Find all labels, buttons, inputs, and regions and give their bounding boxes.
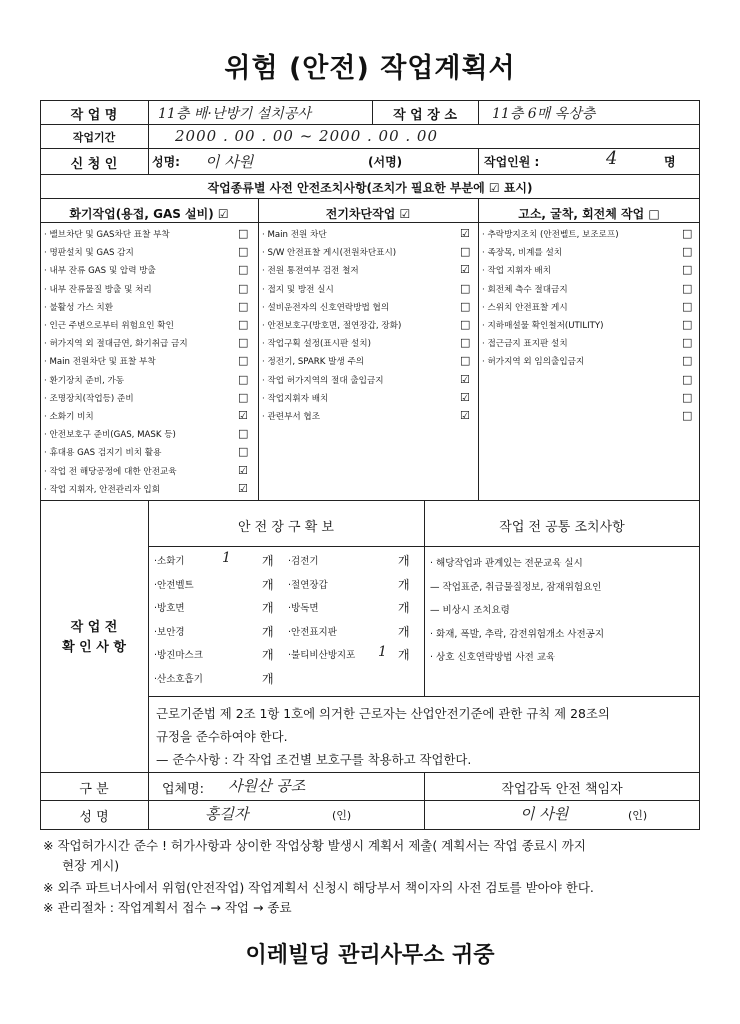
equipment-unit: 개 bbox=[398, 554, 410, 568]
precaution-item: · 작업 지휘자 배치 bbox=[482, 266, 552, 277]
precaution-checkbox[interactable]: □ bbox=[238, 263, 249, 277]
pre-check-label-1: 작 업 전 bbox=[70, 620, 118, 635]
column-heading-height: 고소, 굴착, 회전체 작업 □ bbox=[518, 207, 660, 221]
name-row-label: 성 명 bbox=[79, 810, 109, 825]
precaution-checkbox[interactable]: □ bbox=[682, 336, 693, 350]
equipment-qty: 1 bbox=[222, 550, 231, 566]
note-1: ※ 작업허가시간 준수 ! 허가사항과 상이한 작업상황 발생시 계획서 제출( 계획서는 작업 종료시 까지 bbox=[43, 838, 586, 853]
precaution-checkbox[interactable]: □ bbox=[238, 445, 249, 459]
precaution-item: · 작업 전 해당공정에 대한 안전교육 bbox=[44, 466, 177, 477]
precaution-item: · 추락방지조치 (안전벨트, 보조로프) bbox=[482, 230, 619, 240]
precaution-item: · 내부 잔류물질 방출 및 처리 bbox=[44, 284, 152, 295]
precaution-item: · 조명장치(작업등) 준비 bbox=[44, 393, 134, 404]
name-label: 성명: bbox=[152, 155, 180, 169]
precaution-item: · 작업지휘자 배치 bbox=[262, 393, 329, 404]
precaution-item: · 족장목, 비계를 설치 bbox=[482, 248, 563, 259]
document-title: 위험 (안전) 작업계획서 bbox=[224, 53, 516, 84]
precautions-title: 작업종류별 사전 안전조치사항(조치가 필요한 부분에 ☑ 표시) bbox=[207, 181, 533, 195]
precaution-checkbox[interactable]: □ bbox=[460, 318, 471, 331]
regulation-line-1: 근로기준법 제 2조 1항 1호에 의거한 근로자는 산업안전기준에 관한 규칙 제 28조의 bbox=[156, 706, 610, 721]
company-value: 사원산 공조 bbox=[228, 777, 306, 795]
work-name-value: 11층 배·난방기 설치공사 bbox=[158, 106, 311, 122]
equipment-label: ·안전벨트 bbox=[154, 579, 194, 591]
precaution-checkbox[interactable]: □ bbox=[238, 299, 249, 313]
precaution-item: · Main 전원차단 및 표찰 부착 bbox=[44, 357, 156, 368]
common-measures-heading: 작업 전 공통 조치사항 bbox=[499, 520, 625, 535]
precaution-checkbox[interactable]: □ bbox=[238, 318, 249, 331]
common-measure-item: · 상호 신호연락방법 사전 교육 bbox=[430, 652, 556, 663]
equipment-label: ·보안경 bbox=[154, 626, 185, 638]
precaution-checkbox[interactable]: ☑ bbox=[460, 263, 470, 277]
column-heading-fire: 화기작업(용접, GAS 설비) ☑ bbox=[69, 207, 229, 221]
precaution-item: · 밸브차단 및 GAS차단 표찰 부착 bbox=[44, 230, 170, 240]
applicant-name: 이 사원 bbox=[205, 153, 254, 171]
precaution-checkbox[interactable]: □ bbox=[238, 390, 249, 404]
equipment-unit: 개 bbox=[262, 577, 274, 592]
precaution-item: · 인근 주변으로부터 위험요인 확인 bbox=[44, 321, 174, 331]
equipment-unit: 개 bbox=[262, 671, 274, 686]
note-3: ※ 관리절차 : 작업계획서 접수 → 작업 → 종료 bbox=[43, 900, 292, 915]
precaution-checkbox[interactable]: □ bbox=[238, 427, 249, 441]
precaution-item: · 내부 잔류 GAS 및 압력 방출 bbox=[44, 266, 156, 277]
precaution-item: · 명판설치 및 GAS 감지 bbox=[44, 248, 134, 259]
work-place-label: 작 업 장 소 bbox=[393, 108, 457, 123]
equipment-unit: 개 bbox=[262, 601, 274, 615]
regulation-line-3: — 준수사항 : 각 작업 조건별 보호구를 착용하고 작업한다. bbox=[156, 752, 472, 767]
common-measure-item: — 비상시 조치요령 bbox=[430, 605, 510, 616]
precaution-checkbox[interactable]: □ bbox=[682, 409, 693, 422]
equipment-unit: 개 bbox=[398, 577, 410, 592]
precaution-checkbox[interactable]: □ bbox=[682, 299, 693, 313]
precaution-checkbox[interactable]: □ bbox=[682, 227, 693, 240]
equipment-unit: 개 bbox=[262, 624, 274, 639]
precaution-checkbox[interactable]: □ bbox=[460, 281, 471, 295]
equipment-heading: 안 전 장 구 확 보 bbox=[237, 520, 334, 535]
precaution-item: · 작업 지휘자, 안전관리자 입회 bbox=[44, 484, 161, 495]
seal-mark-2: (인) bbox=[628, 809, 648, 822]
precaution-item: · 접지 및 방전 실시 bbox=[262, 284, 334, 295]
workers-label: 작업인원 : bbox=[484, 155, 540, 169]
precaution-checkbox[interactable]: ☑ bbox=[460, 227, 470, 240]
precaution-checkbox[interactable]: □ bbox=[460, 336, 471, 350]
division-label: 구 분 bbox=[79, 782, 109, 797]
period-label: 작업기간 bbox=[72, 131, 116, 144]
common-measure-item: · 화재, 폭발, 추락, 감전위험개소 사전공지 bbox=[430, 628, 605, 640]
precaution-item: · 환기장치 준비, 가동 bbox=[44, 375, 125, 386]
column-heading-electric: 전기차단작업 ☑ bbox=[325, 207, 411, 221]
precaution-item: · 작업구획 설정(표시판 설치) bbox=[262, 339, 371, 350]
equipment-label: ·안전표지판 bbox=[288, 626, 337, 638]
precaution-item: · 허가지역 외 임의출입금지 bbox=[482, 357, 585, 368]
precaution-checkbox[interactable]: □ bbox=[238, 281, 249, 295]
equipment-label: ·절연장갑 bbox=[288, 579, 328, 591]
precaution-item: · 휴대용 GAS 검지기 비치 활용 bbox=[44, 448, 162, 459]
workers-unit: 명 bbox=[664, 155, 676, 169]
precaution-checkbox[interactable]: □ bbox=[682, 281, 693, 295]
precaution-item: · 허가지역 외 절대금연, 화기취급 금지 bbox=[44, 339, 188, 350]
precaution-item: · 설비운전자의 신호연락방법 협의 bbox=[262, 302, 390, 313]
precaution-checkbox[interactable]: ☑ bbox=[460, 390, 470, 404]
equipment-unit: 개 bbox=[262, 554, 274, 568]
equipment-unit: 개 bbox=[398, 601, 410, 615]
precaution-item: · 불활성 가스 치환 bbox=[44, 302, 114, 313]
precaution-checkbox[interactable]: □ bbox=[460, 245, 471, 259]
period-value: 2000 . 00 . 00 ~ 2000 . 00 . 00 bbox=[175, 127, 439, 145]
precaution-item: · 안전보호구 준비(GAS, MASK 등) bbox=[44, 430, 176, 441]
equipment-label: ·방호면 bbox=[154, 603, 185, 614]
precaution-item: · 접근금지 표지판 설치 bbox=[482, 339, 568, 350]
supervisor-label: 작업감독 안전 책임자 bbox=[501, 782, 623, 797]
work-place-value: 11층 6매 옥상층 bbox=[492, 106, 596, 122]
precaution-item: · 전원 통전여부 검전 철저 bbox=[262, 266, 359, 277]
precaution-checkbox[interactable]: ☑ bbox=[238, 463, 248, 477]
equipment-label: ·검전기 bbox=[288, 556, 319, 567]
equipment-unit: 개 bbox=[398, 648, 410, 662]
pre-check-label-2: 확 인 사 항 bbox=[62, 640, 126, 655]
applicant-label: 신 청 인 bbox=[70, 157, 118, 172]
equipment-unit: 개 bbox=[262, 648, 274, 662]
precaution-item: · S/W 안전표찰 게시(전원차단표시) bbox=[262, 248, 397, 259]
regulation-line-2: 규정을 준수하여야 한다. bbox=[156, 729, 288, 744]
precaution-checkbox[interactable]: □ bbox=[238, 336, 249, 350]
precaution-checkbox[interactable]: ☑ bbox=[460, 372, 470, 386]
precaution-checkbox[interactable]: □ bbox=[238, 227, 249, 240]
company-label: 업체명: bbox=[162, 782, 205, 797]
equipment-unit: 개 bbox=[398, 624, 410, 639]
precaution-checkbox[interactable]: □ bbox=[460, 354, 471, 368]
note-1-cont: 현장 게시) bbox=[62, 858, 120, 873]
precaution-item: · 관련부서 협조 bbox=[262, 412, 321, 422]
precaution-checkbox[interactable]: ☑ bbox=[238, 481, 248, 495]
precaution-item: · 소화기 비치 bbox=[44, 412, 94, 422]
equipment-label: ·산소호흡기 bbox=[154, 673, 203, 685]
precaution-checkbox[interactable]: □ bbox=[682, 245, 693, 259]
precaution-item: · 스위치 안전표찰 게시 bbox=[482, 302, 568, 313]
common-measure-item: — 작업표준, 취급물질정보, 잠재위험요인 bbox=[430, 581, 602, 593]
precaution-checkbox[interactable]: □ bbox=[682, 354, 693, 368]
equipment-label: ·방진마스크 bbox=[154, 650, 203, 661]
workers-value: 4 bbox=[606, 148, 618, 169]
precaution-item: · 작업 허가지역의 절대 출입금지 bbox=[262, 375, 384, 386]
precaution-checkbox[interactable]: ☑ bbox=[460, 409, 470, 422]
precaution-item: · 지하매설물 확인철저(UTILITY) bbox=[482, 321, 604, 331]
signer-name: 홍길자 bbox=[205, 805, 249, 823]
work-name-label: 작 업 명 bbox=[70, 108, 118, 123]
precaution-item: · 안전보호구(방호면, 절연장갑, 장화) bbox=[262, 321, 402, 331]
precaution-checkbox[interactable]: □ bbox=[682, 263, 693, 277]
precaution-checkbox[interactable]: □ bbox=[682, 372, 693, 386]
precaution-checkbox[interactable]: ☑ bbox=[238, 409, 248, 422]
footer-title: 이레빌딩 관리사무소 귀중 bbox=[245, 943, 495, 968]
precaution-checkbox[interactable]: □ bbox=[238, 354, 249, 368]
supervisor-name: 이 사원 bbox=[520, 805, 569, 823]
precaution-checkbox[interactable]: □ bbox=[238, 372, 249, 386]
seal-mark-1: (인) bbox=[332, 809, 352, 822]
sign-label: (서명) bbox=[368, 155, 403, 169]
common-measure-item: · 해당작업과 관계있는 전문교육 실시 bbox=[430, 558, 583, 569]
equipment-label: ·방독면 bbox=[288, 603, 319, 614]
equipment-label: ·소화기 bbox=[154, 556, 185, 567]
precaution-item: · 회전체 측수 절대금지 bbox=[482, 284, 568, 295]
precaution-checkbox[interactable]: □ bbox=[460, 299, 471, 313]
precaution-checkbox[interactable]: □ bbox=[682, 390, 693, 404]
note-2: ※ 외주 파트너사에서 위험(안전작업) 작업계획서 신청시 해당부서 책이자의 사전 검토를 받아야 한다. bbox=[43, 880, 594, 895]
equipment-qty: 1 bbox=[378, 644, 387, 660]
precaution-checkbox[interactable]: □ bbox=[238, 245, 249, 259]
precaution-item: · Main 전원 차단 bbox=[262, 230, 327, 240]
precaution-checkbox[interactable]: □ bbox=[682, 318, 693, 331]
precaution-item: · 정전기, SPARK 발생 주의 bbox=[262, 357, 365, 368]
equipment-label: ·불티비산방지포 bbox=[288, 650, 356, 661]
